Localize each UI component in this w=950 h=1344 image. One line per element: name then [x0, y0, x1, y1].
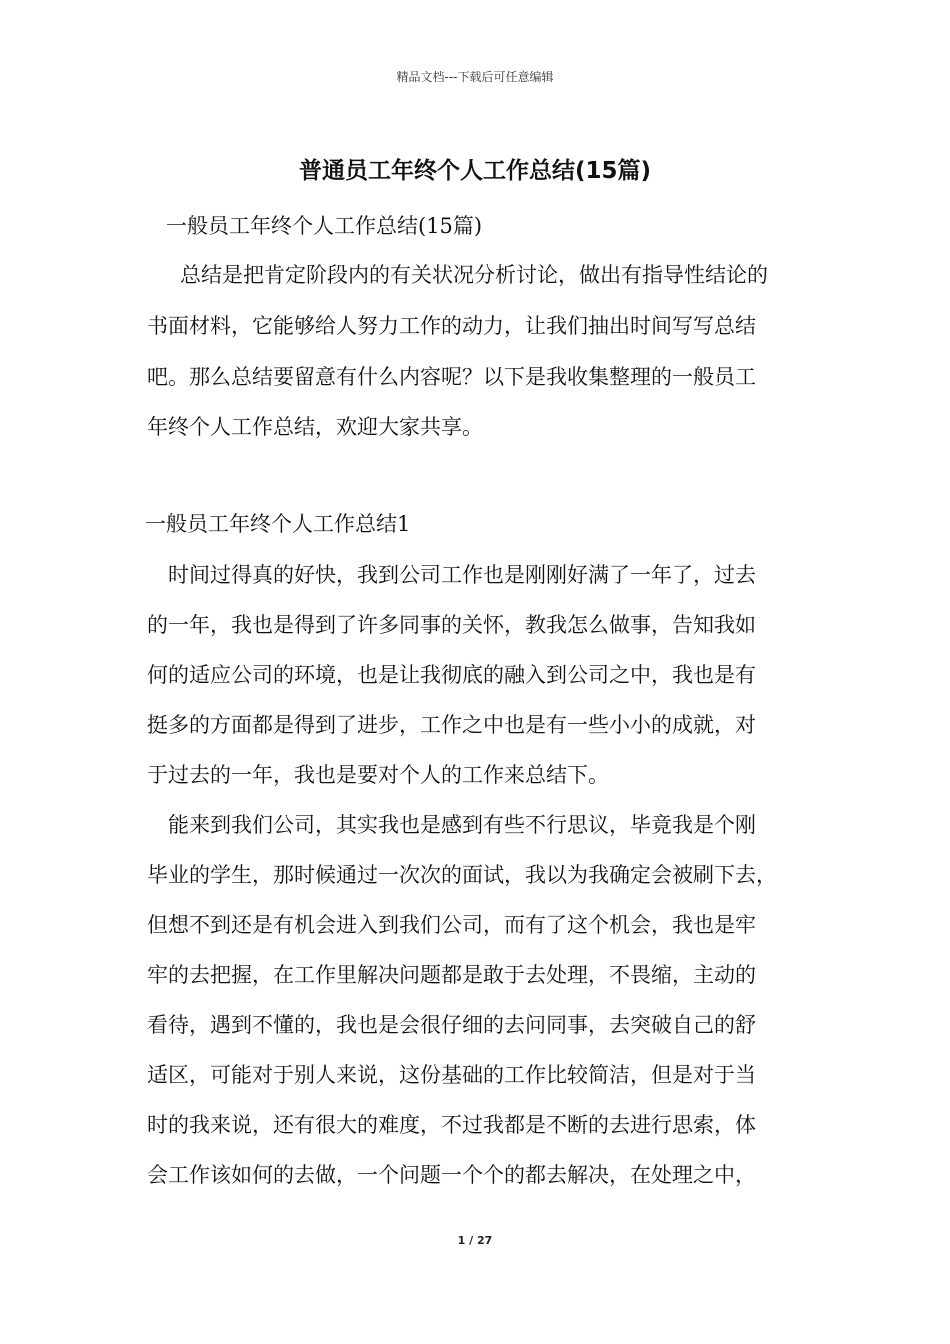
paragraph-line: 但想不到还是有机会进入到我们公司，而有了这个机会，我也是牢 — [147, 913, 756, 937]
paragraph-line: 能来到我们公司，其实我也是感到有些不行思议，毕竟我是个刚 — [168, 813, 756, 837]
paragraph-line: 牢的去把握，在工作里解决问题都是敢于去处理，不畏缩，主动的 — [147, 963, 756, 987]
paragraph-line: 挺多的方面都是得到了进步，工作之中也是有一些小小的成就，对 — [147, 713, 756, 737]
document-subtitle: 一般员工年终个人工作总结(15篇) — [166, 214, 483, 238]
intro-line: 书面材料，它能够给人努力工作的动力，让我们抽出时间写写总结 — [147, 314, 756, 338]
paragraph-line: 适区，可能对于别人来说，这份基础的工作比较简洁，但是对于当 — [147, 1063, 756, 1087]
paragraph-line: 何的适应公司的环境，也是让我彻底的融入到公司之中，我也是有 — [147, 663, 756, 687]
document-title: 普通员工年终个人工作总结(15篇) — [298, 158, 652, 184]
intro-line: 吧。那么总结要留意有什么内容呢？以下是我收集整理的一般员工 — [147, 365, 756, 389]
intro-line: 年终个人工作总结，欢迎大家共享。 — [147, 415, 483, 439]
page-header: 精品文档---下载后可任意编辑 — [396, 70, 554, 84]
paragraph-line: 于过去的一年，我也是要对个人的工作来总结下。 — [147, 763, 609, 787]
intro-line: 总结是把肯定阶段内的有关状况分析讨论，做出有指导性结论的 — [180, 263, 768, 287]
paragraph-line: 时间过得真的好快，我到公司工作也是刚刚好满了一年了，过去 — [168, 563, 756, 587]
paragraph-line: 毕业的学生，那时候通过一次次的面试，我以为我确定会被刷下去， — [147, 863, 777, 887]
page-number: 1 / 27 — [457, 1234, 493, 1247]
paragraph-line: 看待，遇到不懂的，我也是会很仔细的去问同事，去突破自己的舒 — [147, 1013, 756, 1037]
paragraph-line: 的一年，我也是得到了许多同事的关怀，教我怎么做事，告知我如 — [147, 613, 756, 637]
section-heading: 一般员工年终个人工作总结1 — [145, 512, 411, 536]
paragraph-line: 时的我来说，还有很大的难度，不过我都是不断的去进行思索，体 — [147, 1113, 756, 1137]
paragraph-line: 会工作该如何的去做，一个问题一个个的都去解决，在处理之中， — [147, 1163, 756, 1187]
